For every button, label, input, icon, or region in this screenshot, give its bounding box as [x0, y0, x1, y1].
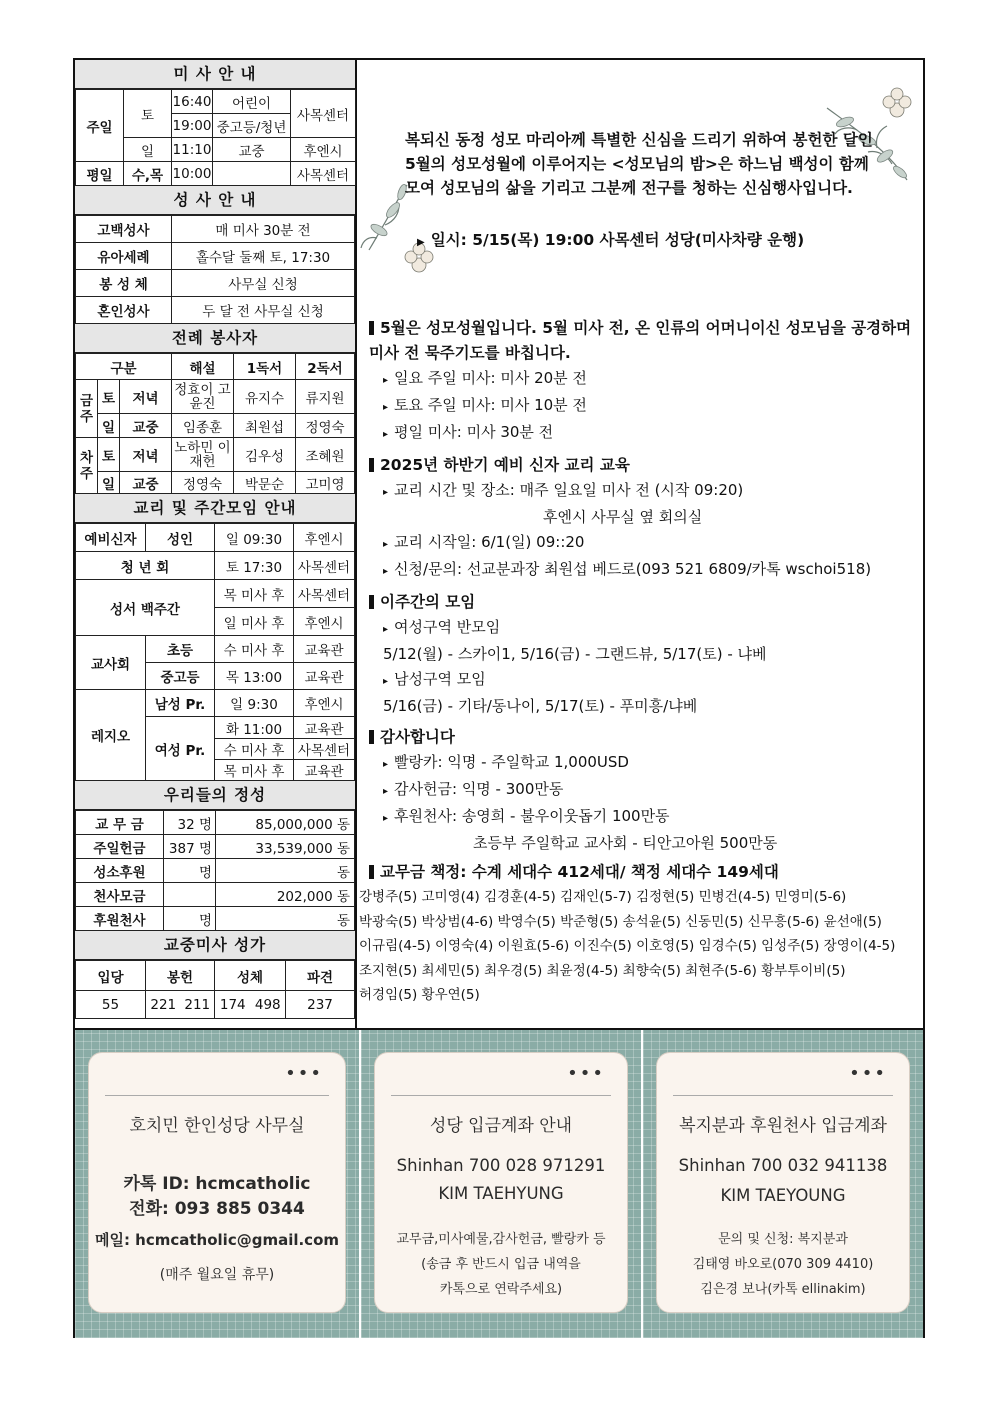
notice-item-text: 후엔시 사무실 옆 회의실 [543, 508, 703, 526]
welfare-contact: 김태영 바오로(070 309 4410) [692, 1257, 874, 1272]
hymn-number: 174 [215, 991, 251, 1019]
notice-item-text: 감사헌금: 익명 - 300만동 [394, 780, 564, 798]
offering-count: 명 [164, 907, 216, 931]
sacrament-table [75, 215, 355, 324]
account-holder: KIM TAEYOUNG [720, 1186, 846, 1205]
edu-place: 후엔시 [294, 524, 355, 552]
right-column [357, 60, 923, 1028]
notice-item [369, 615, 919, 642]
more-icon: ••• [285, 1063, 323, 1084]
edu-place: 교육관 [294, 760, 355, 781]
offering-amount: 202,000 동 [216, 883, 355, 907]
notice-item-text: 평일 미사: 미사 30분 전 [394, 423, 554, 441]
edu-place: 사목센터 [294, 580, 355, 608]
notice-item [369, 777, 919, 804]
liturgy-commentator: 정영숙 [172, 472, 234, 494]
welfare-contact: 문의 및 신청: 복지분과 [718, 1232, 848, 1247]
hymn-number: 237 [286, 991, 355, 1019]
triangle-bullet-icon: ▶ [417, 237, 425, 248]
midhigh-label: 중고등 [146, 663, 215, 690]
hymn-number: 211 [181, 991, 215, 1019]
notice-head [369, 590, 919, 615]
account-purpose: 교무금,미사예물,감사헌금, 빨랑카 등 [396, 1232, 606, 1247]
triangle-bullet-icon: ▸ [383, 487, 389, 498]
notice-head [369, 860, 919, 885]
hymn-number: 221 [146, 991, 181, 1019]
week-this: 금주 [76, 380, 98, 438]
triangle-bullet-icon: ▸ [383, 813, 389, 824]
square-bullet-icon [369, 595, 374, 609]
liturgy-mass: 저녁 [120, 438, 172, 472]
notice-head [369, 316, 919, 366]
account-note: (송금 후 반드시 입금 내역을 [421, 1257, 581, 1272]
office-card [88, 1052, 346, 1313]
liturgy-day: 일 [98, 472, 120, 494]
liturgy-reader1: 최원섭 [234, 414, 296, 438]
men-pr-label: 남성 Pr. [146, 690, 215, 717]
triangle-bullet-icon: ▸ [383, 624, 389, 635]
church-account-card-bg [361, 1030, 643, 1338]
sacrament-value: 홀수달 둘째 토, 17:30 [172, 243, 355, 270]
liturgy-head: 해설 [172, 354, 234, 380]
adult-label: 성인 [146, 524, 215, 552]
sunday-label: 주일 [76, 90, 124, 162]
account-note: 카톡으로 연락주세요) [439, 1282, 563, 1297]
liturgy-head: 2독서 [296, 354, 355, 380]
liturgy-head: 구분 [76, 354, 172, 380]
hymn-head: 봉헌 [146, 961, 215, 991]
office-closed: (매주 월요일 휴무) [159, 1267, 275, 1283]
teachers-label: 교사회 [76, 636, 146, 690]
mass-place: 사목센터 [291, 90, 356, 138]
pledge-names [359, 885, 919, 1008]
account-holder: KIM TAEHYUNG [438, 1184, 564, 1203]
notice-item-text: 남성구역 모임 [394, 670, 486, 688]
edu-place: 사목센터 [294, 552, 355, 580]
kakao-id: 카톡 ID: hcmcatholic [123, 1174, 311, 1194]
mass-place: 후엔시 [291, 138, 356, 162]
edu-time: 토 17:30 [215, 552, 294, 580]
weekday-days: 수,목 [124, 162, 172, 186]
offering-count [164, 883, 216, 907]
mass-title: 미 사 안 내 [75, 60, 355, 89]
sacrament-label: 유아세례 [76, 243, 172, 270]
names-line: 이규림(4-5) 이영숙(4) 이원효(5-6) 이진수(5) 이호영(5) 임경수(5) 임성주(5) 장영이(4-5) [359, 938, 896, 954]
account-number: Shinhan 700 032 941138 [678, 1156, 888, 1175]
notice-item-text: 토요 주일 미사: 미사 10분 전 [394, 396, 587, 414]
triangle-bullet-icon: ▸ [383, 566, 389, 577]
intro-text: 복되신 동정 성모 마리아께 특별한 신심을 드리기 위하여 봉헌한 달인 5월의 성모성월에 이루어지는 <성모님의 밤>은 하느님 백성이 함께 모여 성모님의 삶을 기리고 그분께 전구를 청하는 신심행사입니다. [405, 131, 873, 197]
mass-who [213, 162, 291, 186]
edu-time: 일 미사 후 [215, 608, 294, 636]
triangle-bullet-icon: ▸ [383, 402, 389, 413]
square-bullet-icon [369, 730, 374, 744]
hymn-title: 교중미사 성가 [75, 931, 355, 960]
notice-item-text: 일요 주일 미사: 미사 20분 전 [394, 369, 587, 387]
edu-time: 목 미사 후 [215, 580, 294, 608]
hymn-table [75, 960, 355, 1019]
triangle-bullet-icon: ▸ [383, 429, 389, 440]
edu-time: 일 9:30 [215, 690, 294, 717]
edu-time: 화 11:00 [215, 717, 294, 739]
triangle-bullet-icon: ▸ [383, 759, 389, 770]
offering-amount: 33,539,000 동 [216, 835, 355, 859]
notice-head-text: 감사합니다 [380, 728, 455, 746]
left-column [75, 60, 357, 1028]
liturgy-reader2: 조혜원 [296, 438, 355, 472]
sacrament-value: 매 미사 30분 전 [172, 216, 355, 243]
edu-place: 후엔시 [294, 690, 355, 717]
square-bullet-icon [369, 458, 374, 472]
bible-label: 성서 백주간 [76, 580, 215, 636]
legio-label: 레지오 [76, 690, 146, 781]
liturgy-day: 일 [98, 414, 120, 438]
notices [359, 316, 919, 1008]
liturgy-mass: 교중 [120, 414, 172, 438]
women-pr-label: 여성 Pr. [146, 717, 215, 781]
offering-table [75, 810, 355, 931]
church-account-card [374, 1052, 628, 1313]
edu-time: 목 13:00 [215, 663, 294, 690]
youth-label: 청 년 회 [76, 552, 215, 580]
office-email: 메일: hcmcatholic@gmail.com [94, 1231, 340, 1249]
liturgy-head: 1독서 [234, 354, 296, 380]
notice-head-text: 교무금 책정: 수계 세대수 412세대/ 책정 세대수 149세대 [380, 863, 779, 881]
edu-time: 수 미사 후 [215, 636, 294, 663]
edu-time: 목 미사 후 [215, 760, 294, 781]
edu-place: 후엔시 [294, 608, 355, 636]
mass-time: 10:00 [172, 162, 213, 186]
edu-table [75, 523, 355, 781]
liturgy-reader1: 김우성 [234, 438, 296, 472]
liturgy-title: 전례 봉사자 [75, 324, 355, 353]
triangle-bullet-icon: ▸ [383, 676, 389, 687]
names-line: 허경임(5) 황우연(5) [359, 987, 480, 1003]
liturgy-reader2: 고미영 [296, 472, 355, 494]
offering-amount: 85,000,000 동 [216, 811, 355, 835]
divider [391, 1095, 611, 1096]
divider [673, 1095, 893, 1096]
welfare-account-card [656, 1052, 910, 1313]
hymn-number: 498 [251, 991, 286, 1019]
edu-place: 사목센터 [294, 739, 355, 760]
mass-table [75, 89, 356, 186]
offering-amount: 동 [216, 859, 355, 883]
offering-amount: 동 [216, 907, 355, 931]
mass-time: 16:40 [172, 90, 213, 114]
edu-title: 교리 및 주간모임 안내 [75, 494, 355, 523]
notice-item [369, 420, 919, 447]
weekday-label: 평일 [76, 162, 124, 186]
notice-item-text: 교리 시간 및 장소: 매주 일요일 미사 전 (시작 09:20) [394, 481, 744, 499]
hymn-number: 55 [76, 991, 146, 1019]
week-next: 차주 [76, 438, 98, 494]
offering-label: 교 무 금 [76, 811, 164, 835]
notice-item [369, 530, 919, 557]
sacrament-value: 사무실 신청 [172, 270, 355, 297]
mass-who: 교중 [213, 138, 291, 162]
triangle-bullet-icon: ▸ [383, 786, 389, 797]
edu-place: 교육관 [294, 636, 355, 663]
more-icon: ••• [567, 1063, 605, 1084]
notice-item [369, 804, 919, 831]
mass-time: 11:10 [172, 138, 213, 162]
hymn-head: 파견 [286, 961, 355, 991]
hymn-head: 성체 [215, 961, 286, 991]
liturgy-mass: 교중 [120, 472, 172, 494]
notice-item [369, 366, 919, 393]
notice-item [369, 750, 919, 777]
welfare-contact: 김은경 보나(카톡 ellinakim) [700, 1282, 866, 1297]
sat-label: 토 [124, 90, 172, 138]
square-bullet-icon [369, 321, 374, 335]
triangle-bullet-icon: ▸ [383, 375, 389, 386]
offering-label: 주일헌금 [76, 835, 164, 859]
notice-item-text: 초등부 주일학교 교사회 - 티안고아원 500만동 [473, 834, 778, 852]
notice-item-text: 후원천사: 송영희 - 불우이웃돕기 100만동 [394, 807, 670, 825]
hymn-head: 입당 [76, 961, 146, 991]
notice-item-text: 여성구역 반모임 [394, 618, 501, 636]
notice-head [369, 453, 919, 478]
liturgy-day: 토 [98, 438, 120, 472]
liturgy-reader2: 류지원 [296, 380, 355, 414]
welfare-account-card-bg [643, 1030, 923, 1338]
liturgy-table [75, 353, 355, 494]
intro-date-line [417, 228, 804, 255]
notice-item [369, 478, 919, 505]
names-line: 조지현(5) 최세민(5) 최우경(5) 최윤정(4-5) 최향숙(5) 최현주(5-6) 황부투이비(5) [359, 962, 846, 979]
liturgy-reader1: 박문순 [234, 472, 296, 494]
card-title: 복지분과 후원천사 입금계좌 [679, 1116, 887, 1136]
edu-time: 일 09:30 [215, 524, 294, 552]
notice-head-text: 이주간의 모임 [380, 593, 476, 611]
office-phone: 전화: 093 885 0344 [129, 1199, 305, 1219]
square-bullet-icon [369, 865, 374, 879]
names-line: 강병주(5) 고미영(4) 김경훈(4-5) 김재인(5-7) 김정현(5) 민병건(4-5) 민영미(5-6) [359, 889, 847, 905]
mass-time: 19:00 [172, 114, 213, 138]
liturgy-mass: 저녁 [120, 380, 172, 414]
liturgy-commentator: 노하민 이재헌 [172, 438, 234, 472]
notice-item-text: 5/12(월) - 스카이1, 5/16(금) - 그랜드뷰, 5/17(토) - 냐베 [383, 645, 767, 663]
offering-count: 387 명 [164, 835, 216, 859]
more-icon: ••• [849, 1063, 887, 1084]
names-line: 박광숙(5) 박상범(4-6) 박영수(5) 박준형(5) 송석윤(5) 신동민(5) 신무흥(5-6) 윤선애(5) [359, 913, 882, 930]
liturgy-reader1: 유지수 [234, 380, 296, 414]
notice-item-text: 교리 시작일: 6/1(일) 09::20 [394, 533, 585, 551]
info-cards [75, 1028, 923, 1338]
notice-head [369, 725, 919, 750]
edu-time: 수 미사 후 [215, 739, 294, 760]
notice-head-text: 5월은 성모성월입니다. 5월 미사 전, 온 인류의 어머니이신 성모님을 공경하며 미사 전 묵주기도를 바칩니다. [369, 319, 912, 362]
divider [105, 1095, 329, 1096]
bulletin-page [73, 58, 925, 1338]
account-number: Shinhan 700 028 971291 [396, 1156, 606, 1175]
edu-place: 교육관 [294, 717, 355, 739]
sacrament-label: 고백성사 [76, 216, 172, 243]
mass-place: 사목센터 [291, 162, 356, 186]
sacrament-value: 두 달 전 사무실 신청 [172, 297, 355, 324]
notice-item-text: 5/16(금) - 기타/동나이, 5/17(토) - 푸미흥/냐베 [383, 697, 698, 715]
liturgy-commentator: 정효이 고윤진 [172, 380, 234, 414]
sacrament-label: 혼인성사 [76, 297, 172, 324]
elem-label: 초등 [146, 636, 215, 663]
notice-item [369, 557, 919, 584]
notice-head-text: 2025년 하반기 예비 신자 교리 교육 [380, 456, 630, 474]
edu-place: 교육관 [294, 663, 355, 690]
offering-label: 성소후원 [76, 859, 164, 883]
catechumen-label: 예비신자 [76, 524, 146, 552]
offering-label: 후원천사 [76, 907, 164, 931]
liturgy-commentator: 임종훈 [172, 414, 234, 438]
intro-date: 일시: 5/15(목) 19:00 사목센터 성당(미사차량 운행) [430, 231, 805, 249]
sacrament-label: 봉 성 체 [76, 270, 172, 297]
sun-label: 일 [124, 138, 172, 162]
notice-item [369, 667, 919, 694]
notice-item-text: 빨랑카: 익명 - 주일학교 1,000USD [394, 753, 629, 771]
offering-count: 명 [164, 859, 216, 883]
card-title: 성당 입금계좌 안내 [429, 1116, 573, 1136]
liturgy-reader2: 정영숙 [296, 414, 355, 438]
offering-count: 32 명 [164, 811, 216, 835]
notice-item-text: 신청/문의: 선교분과장 최원섭 베드로(093 521 6809/카톡 wschoi518) [394, 560, 872, 578]
liturgy-day: 토 [98, 380, 120, 414]
office-card-bg [75, 1030, 361, 1338]
mass-who: 중고등/청년 [213, 114, 291, 138]
offering-title: 우리들의 정성 [75, 781, 355, 810]
triangle-bullet-icon: ▸ [383, 539, 389, 550]
mass-who: 어린이 [213, 90, 291, 114]
offering-label: 천사모금 [76, 883, 164, 907]
notice-item [369, 393, 919, 420]
sacrament-title: 성 사 안 내 [75, 186, 355, 215]
card-title: 호치민 한인성당 사무실 [129, 1116, 305, 1136]
